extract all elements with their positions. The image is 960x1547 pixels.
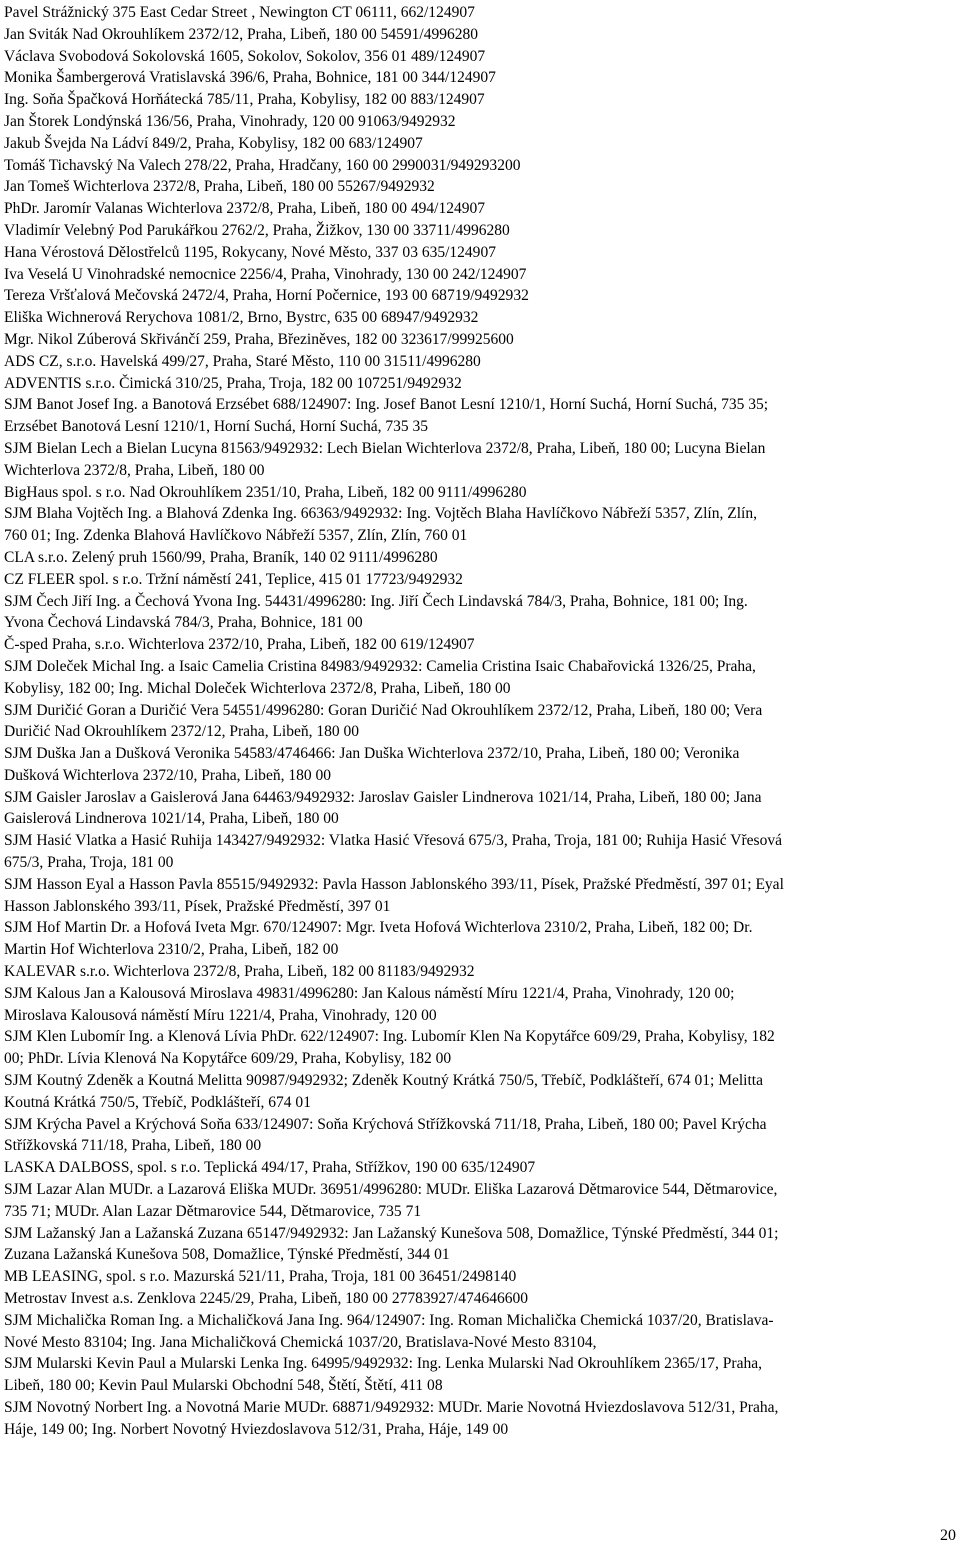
text-line: Yvona Čechová Lindavská 784/3, Praha, Bohnice, 181 00 bbox=[4, 614, 363, 632]
text-line: Iva Veselá U Vinohradské nemocnice 2256/4, Praha, Vinohrady, 130 00 242/124907 bbox=[4, 265, 527, 283]
text-line: SJM Gaisler Jaroslav a Gaislerová Jana 64463/9492932: Jaroslav Gaisler Lindnerova 1021/14, Praha, Libeň, 180 00; Jana bbox=[4, 788, 762, 806]
text-line: Jakub Švejda Na Ládví 849/2, Praha, Kobylisy, 182 00 683/124907 bbox=[4, 134, 423, 152]
text-line: Jan Tomeš Wichterlova 2372/8, Praha, Libeň, 180 00 55267/9492932 bbox=[4, 178, 435, 196]
text-line: Pavel Strážnický 375 East Cedar Street , Newington CT 06111, 662/124907 bbox=[4, 4, 475, 21]
text-line: Ing. Soňa Špačková Horňátecká 785/11, Praha, Kobylisy, 182 00 883/124907 bbox=[4, 91, 485, 109]
text-line: 00; PhDr. Lívia Klenová Na Kopytářce 609/29, Praha, Kobylisy, 182 00 bbox=[4, 1050, 452, 1068]
text-line: Střížkovská 711/18, Praha, Libeň, 180 00 bbox=[4, 1137, 262, 1155]
text-line: SJM Blaha Vojtěch Ing. a Blahová Zdenka Ing. 66363/9492932: Ing. Vojtěch Blaha Havlíčkovo Nábřeží 5357, Zlín, Zlín, bbox=[4, 505, 757, 523]
text-line: SJM Krýcha Pavel a Krýchová Soňa 633/124907: Soňa Krýchová Střížkovská 711/18, Praha, Libeň, 180 00; Pavel Krýcha bbox=[4, 1115, 767, 1133]
text-line: Eliška Wichnerová Rerychova 1081/2, Brno, Bystrc, 635 00 68947/9492932 bbox=[4, 309, 479, 327]
text-line: Wichterlova 2372/8, Praha, Libeň, 180 00 bbox=[4, 461, 265, 479]
page-number: 20 bbox=[940, 1527, 956, 1544]
text-line: Mgr. Nikol Zúberová Skřivánčí 259, Praha, Březiněves, 182 00 323617/99925600 bbox=[4, 330, 514, 348]
text-line: Jan Štorek Londýnská 136/56, Praha, Vinohrady, 120 00 91063/9492932 bbox=[4, 112, 456, 130]
document-body bbox=[4, 0, 960, 1441]
text-line: Metrostav Invest a.s. Zenklova 2245/29, Praha, Libeň, 180 00 27783927/474646600 bbox=[4, 1290, 529, 1308]
text-line: Hasson Jablonského 393/11, Písek, Pražské Předměstí, 397 01 bbox=[4, 897, 391, 915]
text-line: 675/3, Praha, Troja, 181 00 bbox=[4, 854, 174, 872]
text-line: Erzsébet Banotová Lesní 1210/1, Horní Suchá, Horní Suchá, 735 35 bbox=[4, 418, 429, 436]
text-line: Tereza Vršťalová Mečovská 2472/4, Praha, Horní Počernice, 193 00 68719/9492932 bbox=[4, 287, 529, 305]
text-line: SJM Duška Jan a Dušková Veronika 54583/4746466: Jan Duška Wichterlova 2372/10, Praha, Libeň, 180 00; Veronika bbox=[4, 745, 740, 763]
text-line: SJM Hof Martin Dr. a Hofová Iveta Mgr. 670/124907: Mgr. Iveta Hofová Wichterlova 2310/2, Praha, Libeň, 182 00; Dr. bbox=[4, 919, 753, 937]
text-line: Háje, 149 00; Ing. Norbert Novotný Hviezdoslavova 512/31, Praha, Háje, 149 00 bbox=[4, 1420, 509, 1438]
text-line: PhDr. Jaromír Valanas Wichterlova 2372/8, Praha, Libeň, 180 00 494/124907 bbox=[4, 200, 486, 218]
text-line: Monika Šambergerová Vratislavská 396/6, Praha, Bohnice, 181 00 344/124907 bbox=[4, 69, 496, 87]
text-line: MB LEASING, spol. s r.o. Mazurská 521/11, Praha, Troja, 181 00 36451/2498140 bbox=[4, 1268, 517, 1286]
text-line: SJM Duričić Goran a Duričić Vera 54551/4996280: Goran Duričić Nad Okrouhlíkem 2372/12, Praha, Libeň, 180 00; Vera bbox=[4, 701, 763, 719]
text-line: Koutná Krátká 750/5, Třebíč, Podklášteří, 674 01 bbox=[4, 1093, 311, 1111]
text-line: SJM Bielan Lech a Bielan Lucyna 81563/9492932: Lech Bielan Wichterlova 2372/8, Praha, Libeň, 180 00; Lucyna Bielan bbox=[4, 439, 766, 457]
text-line: ADS CZ, s.r.o. Havelská 499/27, Praha, Staré Město, 110 00 31511/4996280 bbox=[4, 352, 481, 370]
text-line: SJM Lažanský Jan a Lažanská Zuzana 65147/9492932: Jan Lažanský Kunešova 508, Domažlice, Týnské Předměstí, 344 01; bbox=[4, 1224, 779, 1242]
text-line: Zuzana Lažanská Kunešova 508, Domažlice, Týnské Předměstí, 344 01 bbox=[4, 1246, 450, 1264]
text-line: CLA s.r.o. Zelený pruh 1560/99, Praha, Braník, 140 02 9111/4996280 bbox=[4, 548, 438, 566]
text-line: Č-sped Praha, s.r.o. Wichterlova 2372/10, Praha, Libeň, 182 00 619/124907 bbox=[4, 636, 475, 654]
text-line: SJM Kalous Jan a Kalousová Miroslava 49831/4996280: Jan Kalous náměstí Míru 1221/4, Praha, Vinohrady, 120 00; bbox=[4, 984, 735, 1002]
text-line: SJM Doleček Michal Ing. a Isaic Camelia Cristina 84983/9492932: Camelia Cristina Isaic Chabařovická 1326/25, Praha, bbox=[4, 657, 756, 675]
text-line: Kobylisy, 182 00; Ing. Michal Doleček Wichterlova 2372/8, Praha, Libeň, 180 00 bbox=[4, 679, 511, 697]
text-line: LASKA DALBOSS, spol. s r.o. Teplická 494/17, Praha, Střížkov, 190 00 635/124907 bbox=[4, 1159, 536, 1177]
text-line: SJM Banot Josef Ing. a Banotová Erzsébet 688/124907: Ing. Josef Banot Lesní 1210/1, Horní Suchá, Horní Suchá, 735 35; bbox=[4, 396, 769, 414]
text-line: SJM Hasson Eyal a Hasson Pavla 85515/9492932: Pavla Hasson Jablonského 393/11, Písek, Pražské Předměstí, 397 01; Eyal bbox=[4, 875, 784, 893]
text-line: Tomáš Tichavský Na Valech 278/22, Praha, Hradčany, 160 00 2990031/949293200 bbox=[4, 156, 521, 174]
text-line: Miroslava Kalousová náměstí Míru 1221/4, Praha, Vinohrady, 120 00 bbox=[4, 1006, 437, 1024]
text-line: KALEVAR s.r.o. Wichterlova 2372/8, Praha, Libeň, 182 00 81183/9492932 bbox=[4, 963, 475, 981]
text-line: Martin Hof Wichterlova 2310/2, Praha, Libeň, 182 00 bbox=[4, 941, 339, 959]
text-line: CZ FLEER spol. s r.o. Tržní náměstí 241, Teplice, 415 01 17723/9492932 bbox=[4, 570, 463, 588]
text-line: Gaislerová Lindnerova 1021/14, Praha, Libeň, 180 00 bbox=[4, 810, 339, 828]
text-line: Václava Svobodová Sokolovská 1605, Sokolov, Sokolov, 356 01 489/124907 bbox=[4, 47, 486, 65]
text-line: 760 01; Ing. Zdenka Blahová Havlíčkovo Nábřeží 5357, Zlín, Zlín, 760 01 bbox=[4, 527, 468, 545]
text-line: Duričić Nad Okrouhlíkem 2372/12, Praha, Libeň, 180 00 bbox=[4, 723, 360, 741]
text-line: Hana Vérostová Dělostřelců 1195, Rokycany, Nové Město, 337 03 635/124907 bbox=[4, 243, 496, 261]
text-line: BigHaus spol. s r.o. Nad Okrouhlíkem 2351/10, Praha, Libeň, 182 00 9111/4996280 bbox=[4, 483, 527, 501]
text-line: SJM Mularski Kevin Paul a Mularski Lenka Ing. 64995/9492932: Ing. Lenka Mularski Nad Okrouhlíkem 2365/17, Praha, bbox=[4, 1355, 763, 1373]
text-line: 735 71; MUDr. Alan Lazar Dětmarovice 544, Dětmarovice, 735 71 bbox=[4, 1202, 422, 1220]
text-line: Jan Sviták Nad Okrouhlíkem 2372/12, Praha, Libeň, 180 00 54591/4996280 bbox=[4, 25, 479, 43]
text-line: SJM Michalička Roman Ing. a Michaličková Jana Ing. 964/124907: Ing. Roman Michalička Chemická 1037/20, Bratislava- bbox=[4, 1311, 774, 1329]
text-line: Vladimír Velebný Pod Parukářkou 2762/2, Praha, Žižkov, 130 00 33711/4996280 bbox=[4, 221, 510, 239]
text-line: SJM Koutný Zdeněk a Koutná Melitta 90987/9492932; Zdeněk Koutný Krátká 750/5, Třebíč, Podklášteří, 674 01; Melitta bbox=[4, 1072, 764, 1090]
text-line: Libeň, 180 00; Kevin Paul Mularski Obchodní 548, Štětí, Štětí, 411 08 bbox=[4, 1377, 443, 1395]
text-line: Nové Mesto 83104; Ing. Jana Michaličková Chemická 1037/20, Bratislava-Nové Mesto 83104, bbox=[4, 1333, 597, 1351]
text-line: SJM Lazar Alan MUDr. a Lazarová Eliška MUDr. 36951/4996280: MUDr. Eliška Lazarová Dětmarovice 544, Dětmarovice, bbox=[4, 1181, 778, 1199]
text-line: Dušková Wichterlova 2372/10, Praha, Libeň, 180 00 bbox=[4, 766, 332, 784]
text-line: SJM Čech Jiří Ing. a Čechová Yvona Ing. 54431/4996280: Ing. Jiří Čech Lindavská 784/3, Praha, Bohnice, 181 00; Ing. bbox=[4, 592, 748, 610]
text-line: ADVENTIS s.r.o. Čimická 310/25, Praha, Troja, 182 00 107251/9492932 bbox=[4, 374, 462, 392]
text-line: SJM Hasić Vlatka a Hasić Ruhija 143427/9492932: Vlatka Hasić Vřesová 675/3, Praha, Troja, 181 00; Ruhija Hasić Vřesová bbox=[4, 832, 782, 850]
text-line: SJM Novotný Norbert Ing. a Novotná Marie MUDr. 68871/9492932: MUDr. Marie Novotná Hviezdoslavova 512/31, Praha, bbox=[4, 1399, 779, 1416]
text-line: SJM Klen Lubomír Ing. a Klenová Lívia PhDr. 622/124907: Ing. Lubomír Klen Na Kopytářce 609/29, Praha, Kobylisy, 182 bbox=[4, 1028, 775, 1046]
